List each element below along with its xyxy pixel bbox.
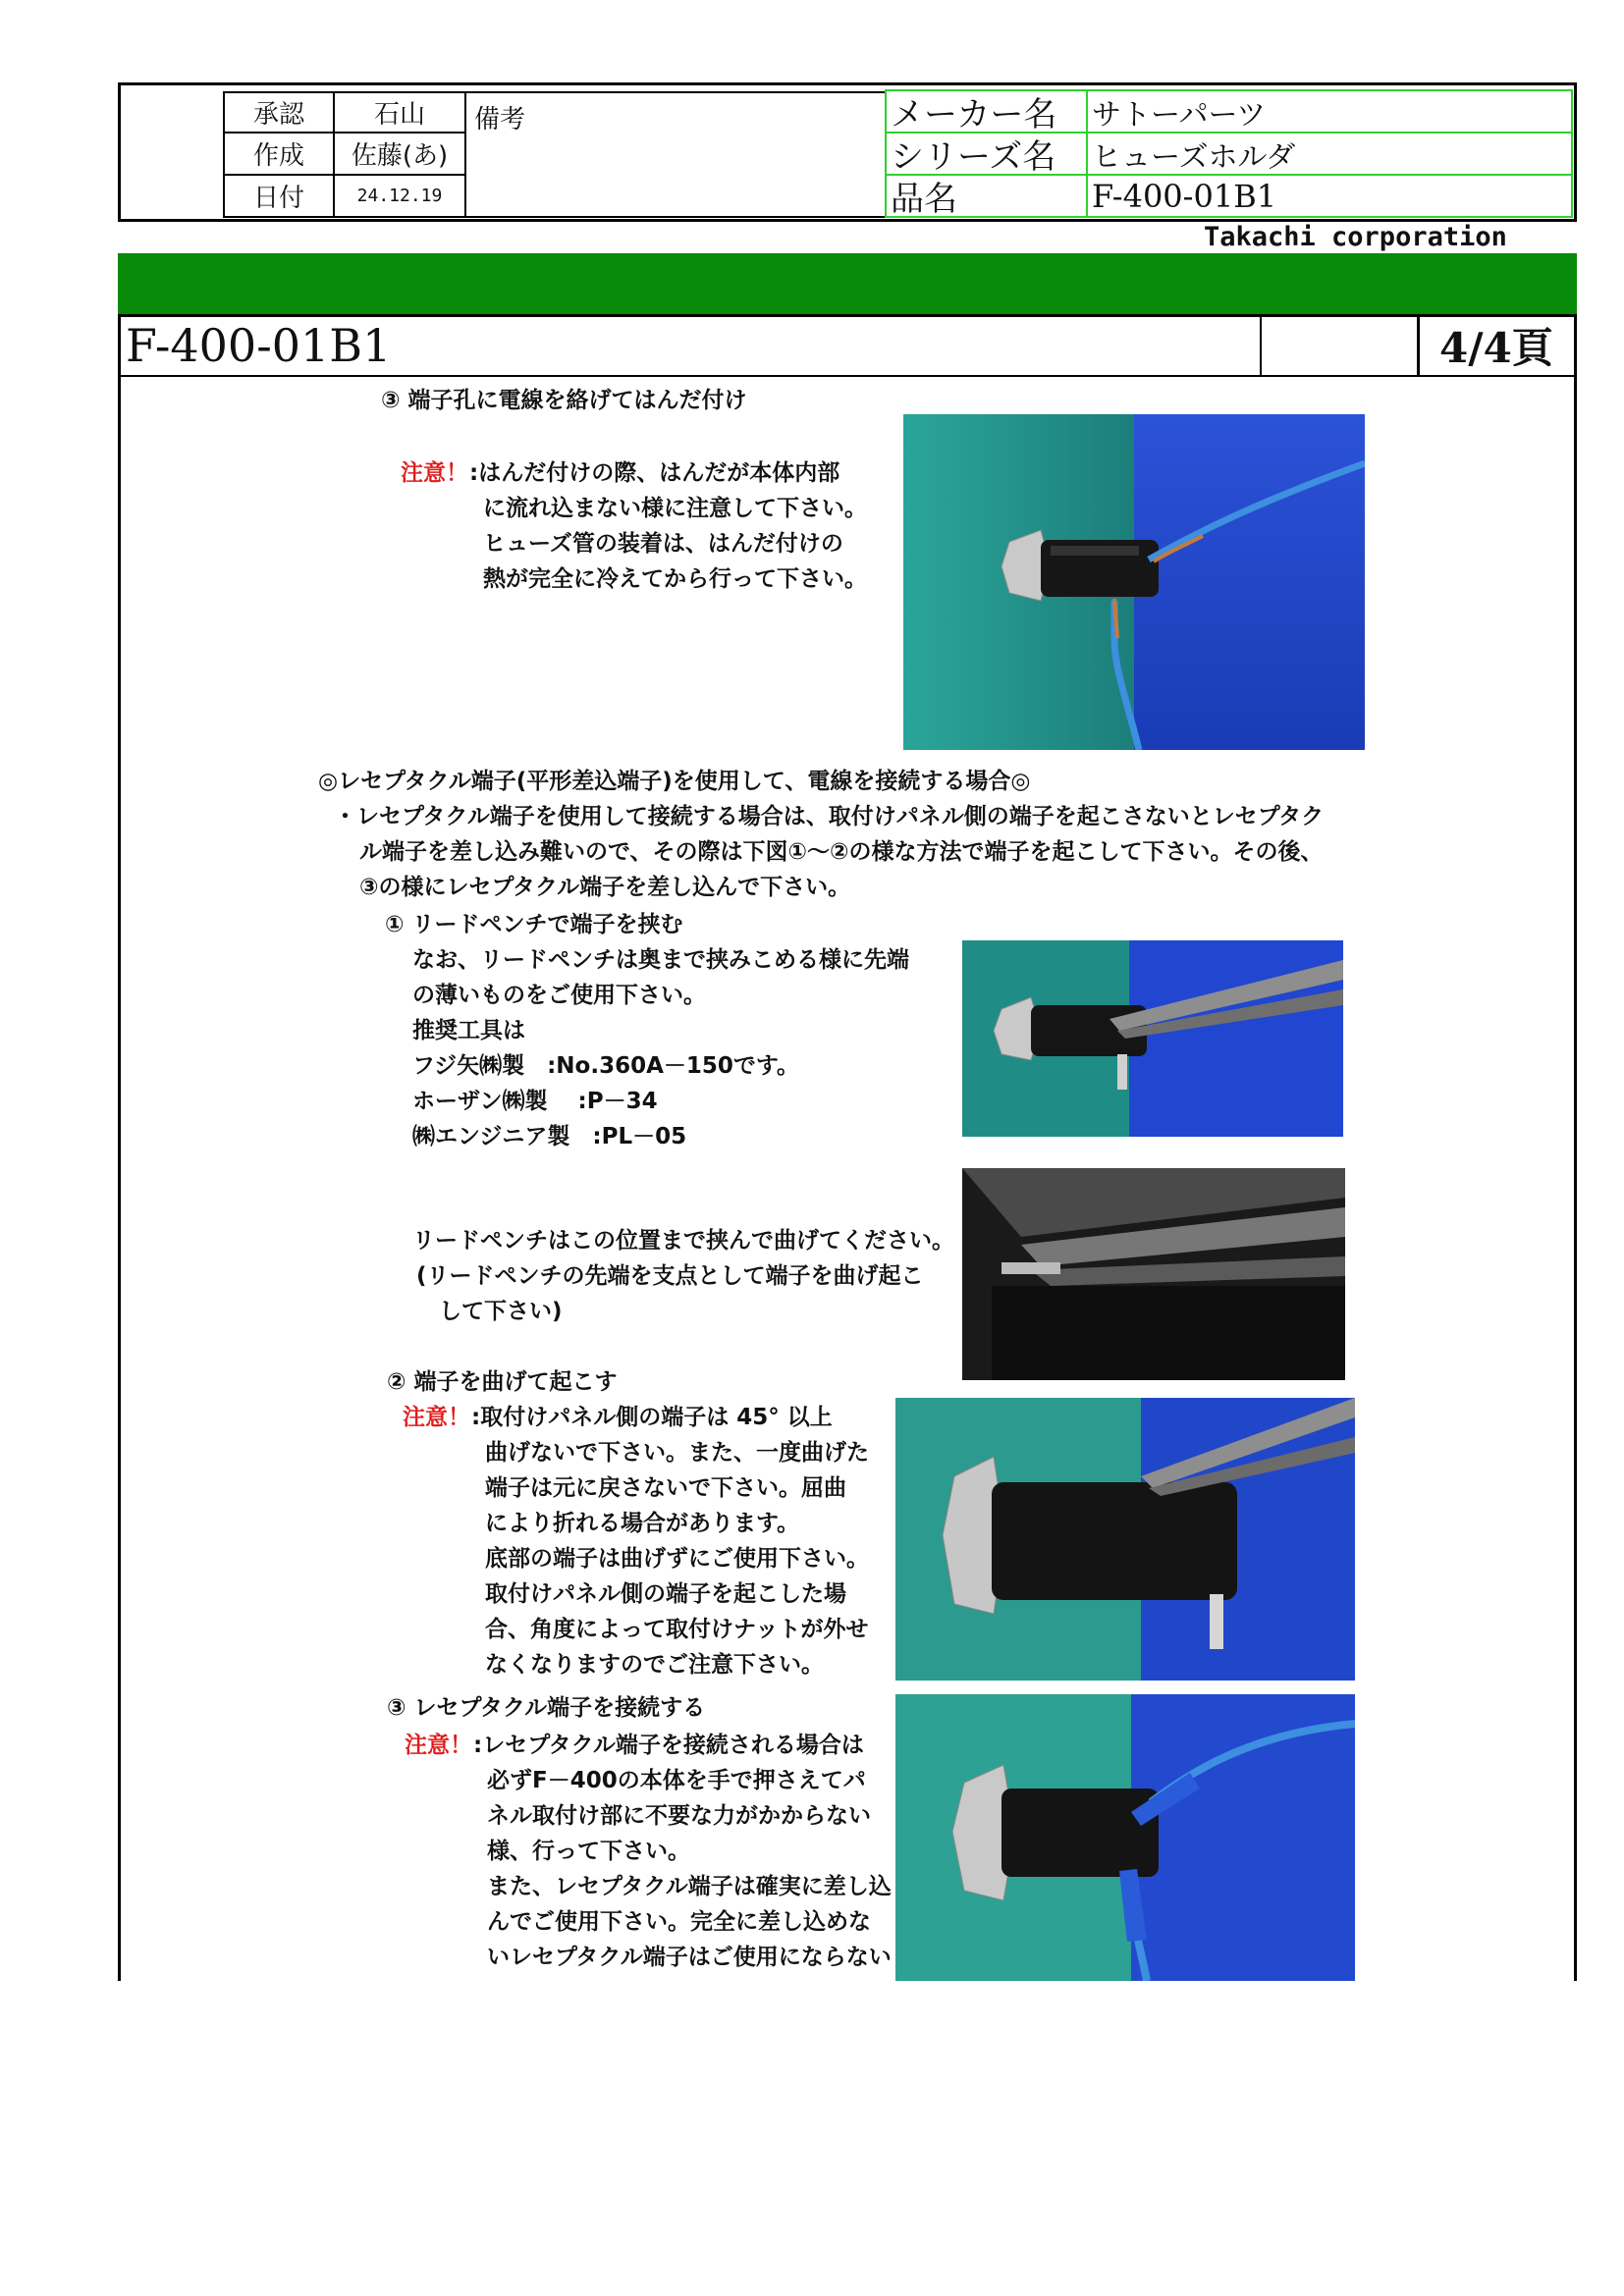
company-name: Takachi corporation xyxy=(1204,222,1507,252)
date-label xyxy=(223,174,335,218)
created-value xyxy=(333,132,466,176)
step1-line-2: の薄いものをご使用下さい。 xyxy=(412,983,706,1008)
photo-pliers-closeup xyxy=(962,1168,1345,1380)
step3-heading: ③ レセプタクル端子を接続する xyxy=(387,1695,706,1721)
step1-line-5: ホーザン㈱製 :P－34 xyxy=(412,1089,658,1114)
title-empty-cell xyxy=(1260,314,1417,377)
step1-note-line-1: リードペンチはこの位置まで挟んで曲げてください。 xyxy=(412,1228,954,1254)
product-label xyxy=(885,174,1088,218)
green-bar xyxy=(118,253,1577,314)
approval-value-text: 石山 xyxy=(373,100,425,130)
section3-caution-line-3: ヒューズ管の装着は、はんだ付けの xyxy=(483,531,843,557)
created-label xyxy=(223,132,335,176)
maker-value xyxy=(1086,89,1573,133)
title-product: F-400-01B1 xyxy=(126,319,392,372)
step2-line-2: 曲げないで下さい。また、一度曲げた xyxy=(485,1440,869,1466)
step2-line-5: 底部の端子は曲げずにご使用下さい。 xyxy=(485,1546,869,1572)
approval-value xyxy=(333,91,466,133)
created-label-text: 作成 xyxy=(252,141,304,171)
section3-caution-line-2: に流れ込まない様に注意して下さい。 xyxy=(483,496,867,521)
section3-caution-line-4: 熱が完全に冷えてから行って下さい。 xyxy=(483,566,867,592)
product-value xyxy=(1086,174,1573,218)
step3-caution-label: 注意！ xyxy=(405,1733,472,1758)
photo-terminal-bent xyxy=(895,1398,1355,1681)
step2-line-3: 端子は元に戻さないで下さい。屈曲 xyxy=(485,1475,846,1501)
date-value-text: 24.12.19 xyxy=(356,186,443,206)
maker-label-text: メーカー名 xyxy=(891,95,1057,134)
step3-line-3: ネル取付け部に不要な力がかからない xyxy=(487,1803,871,1829)
photo-receptacle-connected xyxy=(895,1694,1355,1981)
step2-line-7: 合、角度によって取付けナットが外せ xyxy=(485,1617,869,1642)
step2-caution-label: 注意！ xyxy=(403,1405,470,1430)
date-label-text: 日付 xyxy=(252,184,304,213)
receptacle-line-3: ③の様にレセプタクル端子を差し込んで下さい。 xyxy=(359,875,851,900)
receptacle-line-1: ・レセプタクル端子を使用して接続する場合は、取付けパネル側の端子を起こさないとレセプタク xyxy=(334,804,1325,829)
step3-line-1: :レセプタクル端子を接続される場合は xyxy=(473,1733,864,1758)
step2-heading: ② 端子を曲げて起こす xyxy=(387,1369,618,1395)
product-value-text: F-400-01B1 xyxy=(1092,177,1277,215)
series-value-text: ヒューズホルダ xyxy=(1092,139,1296,175)
body-left-border xyxy=(118,377,121,1981)
section3-heading: ③ 端子孔に電線を絡げてはんだ付け xyxy=(381,388,747,413)
step1-line-6: ㈱エンジニア製 :PL－05 xyxy=(412,1124,687,1149)
series-value xyxy=(1086,132,1573,176)
series-label-text: シリーズ名 xyxy=(891,137,1056,177)
section3-caution-line-1: :はんだ付けの際、はんだが本体内部 xyxy=(469,460,840,486)
remarks-label: 備考 xyxy=(474,105,526,134)
step3-line-6: んでご使用下さい。完全に差し込めな xyxy=(487,1909,871,1935)
step2-line-4: により折れる場合があります。 xyxy=(485,1511,800,1536)
date-value xyxy=(333,174,466,218)
created-value-text: 佐藤(あ) xyxy=(351,141,449,171)
step3-line-2: 必ずF－400の本体を手で押さえてパ xyxy=(487,1768,866,1793)
receptacle-heading: ◎レセプタクル端子(平形差込端子)を使用して、電線を接続する場合◎ xyxy=(318,769,1031,794)
step2-line-8: なくなりますのでご注意下さい。 xyxy=(485,1652,824,1678)
step2-line-6: 取付けパネル側の端子を起こした場 xyxy=(485,1581,846,1607)
step2-line-1: :取付けパネル側の端子は 45° 以上 xyxy=(471,1405,833,1430)
photo-pliers-gripping xyxy=(962,940,1343,1137)
step3-line-5: また、レセプタクル端子は確実に差し込 xyxy=(487,1874,892,1899)
approval-label-text: 承認 xyxy=(252,100,304,130)
maker-value-text: サトーパーツ xyxy=(1092,97,1267,133)
step3-line-7: いレセプタクル端子はご使用にならない xyxy=(487,1945,892,1970)
step1-note-line-2: (リードペンチの先端を支点として端子を曲げ起こ xyxy=(416,1263,924,1289)
remarks-cell xyxy=(464,91,887,218)
maker-label xyxy=(885,89,1088,133)
step1-line-4: フジ矢㈱製 :No.360A－150です。 xyxy=(412,1053,800,1079)
product-label-text: 品名 xyxy=(891,180,957,219)
section3-caution-label: 注意！ xyxy=(401,460,468,486)
step1-note-line-3: して下さい) xyxy=(416,1299,563,1324)
page-number: 4/4頁 xyxy=(1439,324,1553,372)
body-right-border xyxy=(1574,377,1577,1981)
step1-line-3: 推奨工具は xyxy=(412,1018,525,1043)
step3-line-4: 様、行って下さい。 xyxy=(487,1839,690,1864)
receptacle-line-2: ル端子を差し込み難いので、その際は下図①～②の様な方法で端子を起こして下さい。その後、 xyxy=(359,839,1324,865)
step1-line-1: なお、リードペンチは奥まで挟みこめる様に先端 xyxy=(412,947,909,973)
step1-heading: ① リードペンチで端子を挟む xyxy=(385,912,683,937)
series-label xyxy=(885,132,1088,176)
approval-label xyxy=(223,91,335,133)
photo-soldered-wires xyxy=(903,414,1365,750)
